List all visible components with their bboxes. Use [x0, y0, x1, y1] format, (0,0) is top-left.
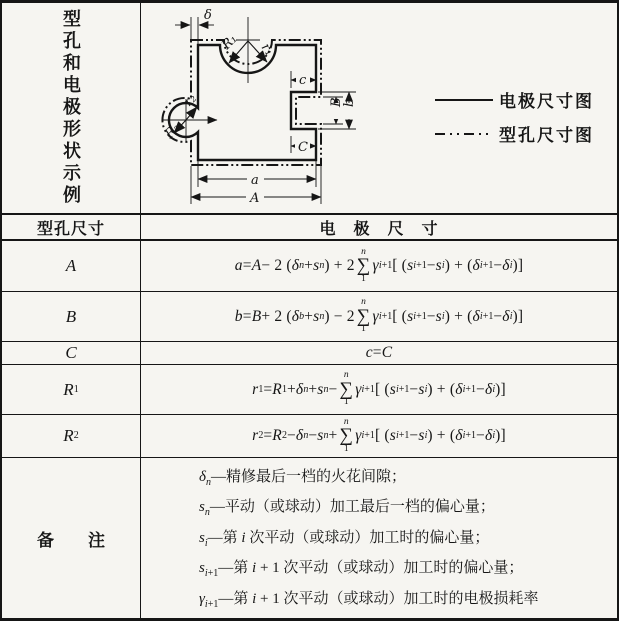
legend: [433, 87, 594, 146]
side-label: 型孔和电极形状示例: [61, 9, 81, 207]
remark-line: $s_{i+1}—$第 i + 1 次平动（或球动）加工时的偏心量；: [199, 560, 524, 580]
remark-line: $\delta_n—$精修最后一档的火花间隙；: [199, 468, 406, 488]
a-label: a: [251, 173, 259, 188]
electrode-size-header: 电 极 尺 寸: [319, 220, 439, 238]
remarks-label-cell: [2, 458, 141, 618]
electrode-hole-drawing: [143, 3, 383, 215]
R2-label: R₂: [162, 120, 184, 142]
remarks-body: [141, 458, 617, 618]
electrode-size-header-cell: [141, 215, 617, 239]
table-row: [2, 342, 617, 365]
r1-label: r₁: [257, 40, 277, 59]
dimension-rows: [2, 241, 617, 458]
A-label: A: [250, 191, 260, 206]
electrode-formula: r 1 = R 1 + δ n + s n − n ∑ 1 γ i+1 [ ( s i+1 − s i ) + ( δ i+1 − δ i )]: [252, 370, 506, 408]
c-label: c: [299, 73, 307, 88]
hole-dimension-label: B: [2, 292, 141, 341]
electrode-formula: r 2 = R 2 − δ n − s n + n ∑ 1 γ i+1 [ ( s i+1 − s i ) + ( δ i+1 − δ i )]: [252, 416, 506, 454]
r2-label: r₂: [181, 91, 200, 110]
hole-dimension-label: R 2: [2, 415, 141, 457]
remark-line: $s_i—$第 i 次平动（或球动）加工时的偏心量；: [199, 529, 490, 549]
hole-dimension-label: A: [2, 241, 141, 291]
hole-dimension-label: C: [2, 342, 141, 364]
table-row: [2, 292, 617, 342]
dash-dot-line-icon: [433, 130, 495, 138]
legend-label-hole: 型孔尺寸图: [499, 126, 594, 145]
electrode-formula: b = B + 2 ( δ b + s n ) − 2 n ∑ 1 γ i+1 [ ( s i+1 − s i ) + ( δ i+1 − δ i )]: [234, 297, 524, 335]
remarks-label: 备 注: [37, 530, 105, 550]
legend-item-hole: [433, 121, 594, 146]
table-header-row: [2, 215, 617, 241]
B-label: B: [329, 97, 344, 107]
centerlines: [163, 17, 260, 142]
legend-label-electrode: 电极尺寸图: [499, 92, 594, 111]
electrode-formula: a = A − 2 ( δ n + s n ) + 2 n ∑ 1 γ i+1 [ ( s i+1 − s i ) + ( δ i+1 − δ i )]: [234, 246, 524, 284]
table-row: [2, 415, 617, 458]
R1-label: R₁: [219, 31, 241, 53]
b-label: b: [342, 98, 357, 107]
remark-line: $s_n—$平动（或球动）加工最后一档的偏心量；: [199, 499, 495, 519]
hole-dimension-label: R 1: [2, 365, 141, 414]
shape-example-header-cell: [2, 3, 141, 213]
delta-label: δ: [204, 8, 212, 23]
solid-line-icon: [433, 96, 495, 104]
shape-example-section: [2, 3, 617, 215]
remark-line: $\gamma_{i+1}—$第 i + 1 次平动（或球动）加工时的电极损耗率: [199, 590, 539, 610]
hole-size-header-cell: [2, 215, 141, 239]
C-label: C: [298, 140, 308, 155]
table-row: [2, 365, 617, 415]
hole-size-header: 型孔尺寸: [36, 220, 105, 238]
legend-item-electrode: [433, 87, 594, 112]
electrode-formula: c = C: [365, 344, 393, 361]
table-row: [2, 241, 617, 292]
diagram-cell: [141, 3, 617, 213]
remarks-section: [2, 458, 617, 618]
